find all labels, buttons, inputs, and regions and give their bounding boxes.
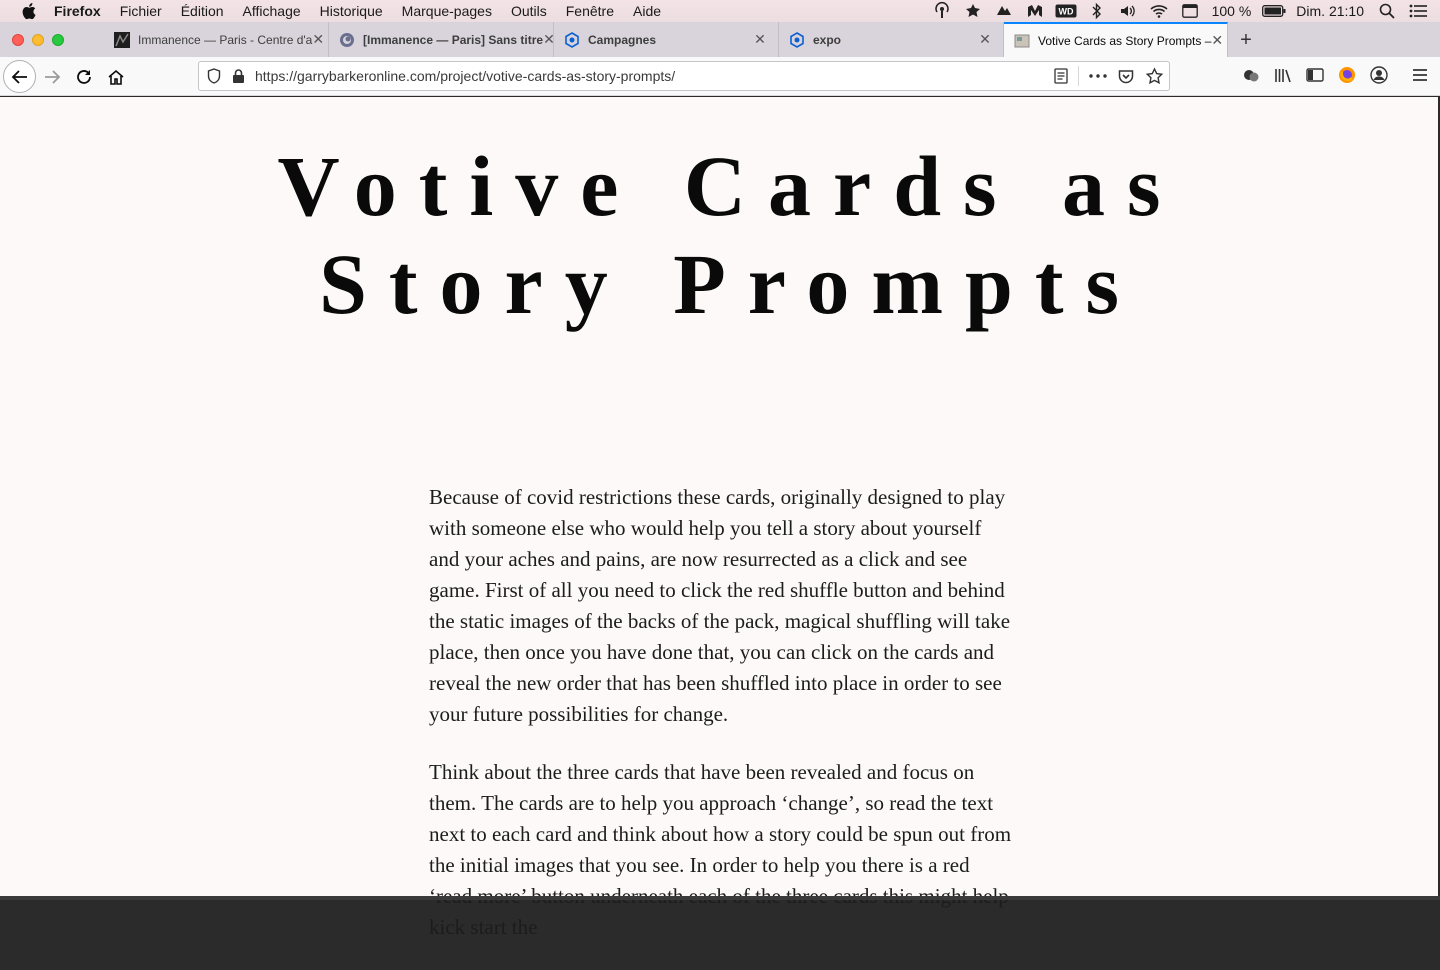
tracking-protection-shield-icon[interactable] bbox=[205, 67, 223, 85]
pocket-icon[interactable] bbox=[1117, 67, 1135, 85]
profile-icon[interactable] bbox=[1369, 65, 1389, 85]
page-title bbox=[0, 137, 1438, 333]
desktop-background-strip bbox=[0, 896, 1440, 900]
new-tab-icon[interactable]: + bbox=[1240, 28, 1252, 51]
article-paragraph: Because of covid restrictions these cards, originally designed to play with someone else who would help you tell a story about yourself and your aches and pains, are now resurrected as a click and see game. First of all you need to click the red shuffle button and behind the static images of the backs of the pack, magical shuffling will take place, then once you have done that, you can click on the cards and reveal the new order that has been shuffled into place in order to see your future possibilities for change. bbox=[429, 485, 1011, 726]
menu-marque-pages[interactable]: Marque-pages bbox=[401, 3, 492, 19]
page-title-line-2: Story Prompts bbox=[319, 236, 1141, 332]
menu-fichier[interactable]: Fichier bbox=[119, 3, 162, 19]
tab-title: expo bbox=[813, 32, 842, 47]
reload-button[interactable] bbox=[69, 62, 99, 92]
malwarebytes-icon[interactable] bbox=[1026, 3, 1044, 19]
tab-close-icon[interactable]: ✕ bbox=[979, 31, 991, 47]
tab-title: [Immanence — Paris] Sans titre bbox=[363, 32, 544, 47]
menu-affichage[interactable]: Affichage bbox=[242, 3, 301, 19]
extension-masks-icon[interactable] bbox=[1241, 65, 1261, 85]
wd-drive-icon[interactable] bbox=[1057, 3, 1075, 19]
tab-immanence-admin[interactable] bbox=[329, 22, 554, 57]
back-button[interactable] bbox=[3, 60, 36, 93]
reader-view-icon[interactable] bbox=[1052, 67, 1070, 85]
menu-app-firefox[interactable]: Firefox bbox=[54, 3, 101, 19]
sidebar-toggle-icon[interactable] bbox=[1305, 65, 1325, 85]
immanence-favicon-icon bbox=[114, 32, 130, 48]
tab-expo[interactable] bbox=[779, 22, 1004, 57]
address-bar[interactable] bbox=[198, 61, 1170, 91]
tab-title: Votive Cards as Story Prompts – bbox=[1038, 33, 1212, 48]
window-close-button[interactable] bbox=[12, 34, 24, 46]
page-title-line-1: Votive Cards as bbox=[277, 138, 1183, 234]
sendinblue-favicon-icon bbox=[564, 32, 580, 48]
menu-edition[interactable]: Édition bbox=[180, 3, 224, 19]
page-favicon-icon bbox=[1014, 33, 1030, 49]
bluetooth-icon[interactable] bbox=[1088, 3, 1106, 19]
macos-menubar bbox=[0, 0, 1440, 22]
sendinblue-favicon-icon bbox=[789, 32, 805, 48]
url-text[interactable]: https://garrybarkeronline.com/project/votive-cards-as-story-prompts/ bbox=[255, 68, 676, 84]
hamburger-menu-icon[interactable] bbox=[1410, 65, 1430, 85]
library-icon[interactable] bbox=[1273, 65, 1293, 85]
battery-percent: 100 % bbox=[1211, 3, 1252, 19]
tab-close-icon[interactable]: ✕ bbox=[312, 31, 325, 47]
window-fullscreen-button[interactable] bbox=[52, 34, 64, 46]
wifi-icon[interactable] bbox=[1150, 3, 1168, 19]
forward-button[interactable] bbox=[37, 62, 67, 92]
volume-icon[interactable] bbox=[1119, 3, 1137, 19]
wordpress-favicon-icon bbox=[339, 32, 355, 48]
tab-close-icon[interactable]: ✕ bbox=[543, 31, 555, 47]
web-page bbox=[0, 97, 1438, 939]
tab-title: Campagnes bbox=[588, 32, 657, 47]
script-app-icon[interactable] bbox=[995, 3, 1013, 19]
page-actions-menu-icon[interactable] bbox=[1089, 67, 1107, 85]
menu-fenetre[interactable]: Fenêtre bbox=[565, 3, 614, 19]
airdrop-icon[interactable] bbox=[933, 3, 951, 19]
tab-votive-cards[interactable] bbox=[1004, 22, 1228, 57]
tab-close-icon[interactable]: ✕ bbox=[1211, 32, 1224, 48]
lock-icon[interactable] bbox=[229, 67, 247, 85]
tab-immanence[interactable] bbox=[104, 22, 329, 57]
menu-outils[interactable]: Outils bbox=[510, 3, 547, 19]
window-minimize-button[interactable] bbox=[32, 34, 44, 46]
tab-strip bbox=[0, 22, 1440, 57]
home-button[interactable] bbox=[101, 62, 131, 92]
nav-toolbar bbox=[0, 57, 1440, 96]
url-divider bbox=[1078, 66, 1079, 86]
tab-campagnes[interactable] bbox=[554, 22, 779, 57]
bookmark-star-icon[interactable] bbox=[1145, 67, 1163, 85]
notification-center-icon[interactable] bbox=[1409, 3, 1427, 19]
menu-historique[interactable]: Historique bbox=[319, 3, 383, 19]
extension-icon[interactable] bbox=[964, 3, 982, 19]
svg-text:WD: WD bbox=[1058, 6, 1074, 17]
calendar-icon[interactable] bbox=[1181, 3, 1199, 19]
tab-close-icon[interactable]: ✕ bbox=[754, 31, 766, 47]
clock[interactable]: Dim. 21:10 bbox=[1296, 3, 1364, 19]
article-paragraph: Think about the three cards that have been revealed and focus on them. The cards are to help you approach ‘change’, so read the text next to each card and think about how a story could be spun out from the initial images that you see. In order to help you there is a red kick start the bbox=[429, 760, 1012, 939]
menu-aide[interactable]: Aide bbox=[633, 3, 662, 19]
spotlight-search-icon[interactable] bbox=[1378, 3, 1396, 19]
tab-title: Immanence — Paris - Centre d'a bbox=[138, 32, 313, 47]
battery-icon[interactable] bbox=[1265, 3, 1283, 19]
firefox-account-icon[interactable] bbox=[1337, 65, 1357, 85]
apple-icon[interactable] bbox=[20, 2, 38, 20]
